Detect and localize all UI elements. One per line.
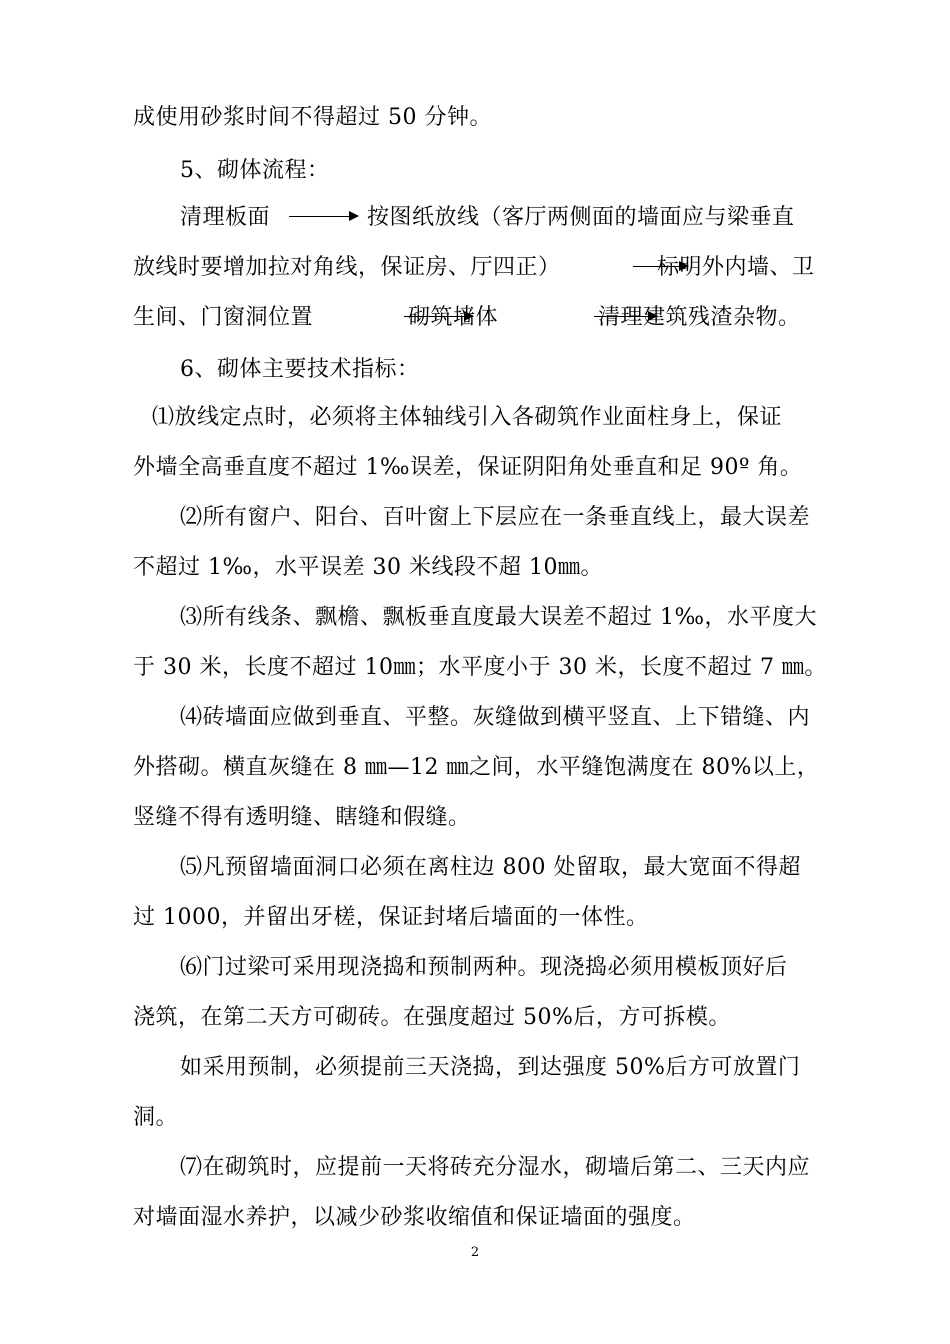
text-line: ⑶所有线条、飘檐、飘板垂直度最大误差不超过 1‰，水平度大	[180, 605, 818, 630]
text-line: 不超过 1‰，水平误差 30 米线段不超 10㎜。	[133, 555, 603, 580]
flow-step-mark-cont: 生间、门窗洞位置	[133, 305, 314, 330]
text-line: 于 30 米，长度不超过 10㎜；水平度小于 30 米，长度不超过 7 ㎜。	[133, 655, 827, 680]
text-line: 放线时要增加拉对角线，保证房、厅四正）	[133, 255, 561, 280]
text-line: ⑸凡预留墙面洞口必须在离柱边 800 处留取，最大宽面不得超	[180, 855, 801, 880]
text-line: 成使用砂浆时间不得超过 50 分钟。	[133, 105, 492, 130]
flow-arrow-icon	[289, 216, 357, 217]
text-line: 外搭砌。横直灰缝在 8 ㎜—12 ㎜之间，水平缝饱满度在 80%以上，	[133, 755, 820, 780]
text-line: 竖缝不得有透明缝、瞎缝和假缝。	[133, 805, 471, 830]
section-heading: 6、砌体主要技术指标：	[180, 357, 420, 382]
flow-step-mark: 标明外内墙、卫	[657, 255, 815, 280]
text-line: 浇筑，在第二天方可砌砖。在强度超过 50%后，方可拆模。	[133, 1005, 731, 1030]
text-line: 如采用预制，必须提前三天浇捣，到达强度 50%后方可放置门	[180, 1055, 801, 1080]
text-line: 外墙全高垂直度不超过 1‰误差，保证阴阳角处垂直和足 90º 角。	[133, 455, 803, 480]
text-line: ⑺在砌筑时，应提前一天将砖充分湿水，砌墙后第二、三天内应	[180, 1155, 811, 1180]
flow-step-clean-slab: 清理板面	[180, 205, 271, 230]
text-line: 过 1000，并留出牙槎，保证封堵后墙面的一体性。	[133, 905, 649, 930]
text-line: ⑹门过梁可采用现浇捣和预制两种。现浇捣必须用模板顶好后	[180, 955, 788, 980]
flow-step-layout: 按图纸放线（客厅两侧面的墙面应与梁垂直	[367, 205, 795, 230]
flow-step-build-wall: 砌筑墙体	[408, 305, 499, 330]
text-line: ⑴放线定点时，必须将主体轴线引入各砌筑作业面柱身上，保证	[152, 405, 783, 430]
text-line: ⑷砖墙面应做到垂直、平整。灰缝做到横平竖直、上下错缝、内	[180, 705, 811, 730]
flow-step-clean-debris: 清理建筑残渣杂物。	[598, 305, 801, 330]
text-line: 洞。	[133, 1105, 179, 1130]
text-line: 对墙面湿水养护，以减少砂浆收缩值和保证墙面的强度。	[133, 1205, 696, 1230]
page-number: 2	[470, 1245, 480, 1260]
section-heading: 5、砌体流程：	[180, 158, 330, 183]
text-line: ⑵所有窗户、阳台、百叶窗上下层应在一条垂直线上，最大误差	[180, 505, 811, 530]
